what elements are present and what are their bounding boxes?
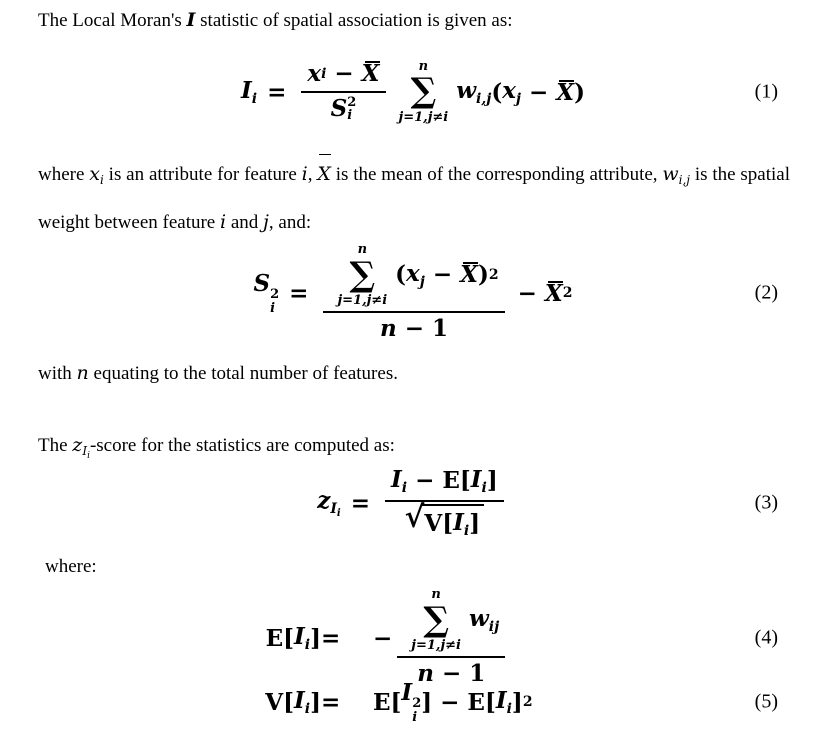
math-var-j: j bbox=[263, 211, 269, 233]
math-token: I 2 i bbox=[401, 679, 422, 725]
math-var-xbar: X bbox=[317, 153, 331, 195]
text-run: , and: bbox=[268, 212, 312, 233]
exponent: 2 bbox=[488, 266, 499, 283]
minus-sign: − bbox=[373, 624, 393, 652]
expectation-E: E bbox=[467, 688, 485, 716]
summation-symbol: n ∑ j=1,j≠i bbox=[398, 58, 449, 125]
fraction: n ∑ j=1,j≠i $w_{ij}$ n − 1 bbox=[397, 585, 505, 691]
math-token: $I_i$ bbox=[470, 466, 487, 496]
math-token: $I_i$ bbox=[240, 77, 258, 107]
paren: ( bbox=[395, 261, 407, 289]
math-token: $I_i$ bbox=[294, 687, 311, 717]
math-var-n: n bbox=[76, 362, 89, 384]
text-run: is an attribute for feature bbox=[103, 164, 302, 185]
math-var-x: $x_i$ bbox=[89, 163, 104, 187]
equation-4-number: (4) bbox=[754, 626, 778, 649]
minus-sign: − bbox=[432, 261, 453, 289]
math-token: $w_{i,j}$ bbox=[456, 77, 492, 107]
math-token: $x_j$ bbox=[502, 77, 521, 107]
math-var-I: I bbox=[186, 9, 196, 31]
sigma-glyph: ∑ bbox=[410, 71, 437, 112]
math-token: $I_i$ bbox=[294, 623, 311, 653]
text-run: is the mean of the corresponding attribute, bbox=[330, 164, 663, 185]
sigma-glyph: ∑ bbox=[423, 599, 449, 640]
minus-sign: − bbox=[440, 688, 460, 716]
equation-4 bbox=[0, 588, 826, 688]
expectation-E: E bbox=[442, 467, 460, 495]
text-run: with bbox=[38, 363, 77, 384]
math-token: $I_i$ bbox=[495, 687, 512, 717]
x-bar: X bbox=[544, 279, 563, 307]
text-run: and bbox=[226, 212, 264, 233]
text-run: -score for the statistics are computed as: bbox=[89, 435, 395, 456]
equals-sign: = bbox=[267, 78, 287, 106]
equation-3-number: (3) bbox=[754, 491, 778, 514]
text-run: equating to the total number of features. bbox=[88, 363, 398, 384]
equals-sign: = bbox=[350, 489, 370, 517]
minus-sign: − bbox=[415, 467, 435, 495]
radical-glyph: √ bbox=[404, 499, 425, 535]
paragraph-where bbox=[45, 546, 97, 588]
equation-5-lhs: V [ $I_i$ ] bbox=[265, 687, 321, 717]
exponent: 2 bbox=[562, 285, 573, 301]
math-token: $I_i$ bbox=[390, 466, 408, 496]
summation-symbol: n ∑ j=1,j≠i bbox=[337, 242, 388, 309]
equals-sign: = bbox=[321, 624, 341, 652]
exponent: 2 bbox=[522, 694, 533, 710]
square-root: √ V [ $I_i$ ] bbox=[405, 504, 484, 541]
equation-3 bbox=[0, 460, 826, 546]
fraction: x i − X S 2 i bbox=[301, 58, 385, 126]
equation-2-content bbox=[253, 240, 572, 346]
equation-5-rhs: E [ I 2 i ] − E [ $I_i$ ] 2 bbox=[373, 679, 533, 725]
sigma-glyph: ∑ bbox=[349, 254, 376, 295]
equation-1-content bbox=[241, 58, 585, 126]
equation-1 bbox=[0, 46, 826, 138]
equation-5-number: (5) bbox=[754, 690, 778, 713]
expectation-E: E bbox=[265, 624, 284, 652]
text-run: , bbox=[307, 164, 318, 185]
x-bar: X bbox=[556, 78, 575, 106]
equation-2-number: (2) bbox=[754, 281, 778, 304]
math-token: $x_j$ bbox=[406, 259, 425, 290]
variance-V: V bbox=[424, 509, 443, 537]
text-run: The bbox=[38, 435, 73, 456]
math-var-z: $z_{I_i}$ bbox=[72, 434, 90, 461]
equation-3-content bbox=[317, 464, 509, 542]
expectation-E: E bbox=[373, 688, 391, 716]
text-run: where: bbox=[45, 556, 97, 577]
text-run: where bbox=[38, 164, 90, 185]
paragraph-intro bbox=[38, 0, 513, 42]
paren: ( bbox=[491, 78, 503, 106]
text-run: The Local Moran's bbox=[38, 10, 187, 31]
minus-sign: − bbox=[517, 279, 537, 307]
fraction: n ∑ j=1,j≠i ( $x_j$ − X ) 2 n − 1 bbox=[323, 240, 504, 346]
equals-sign: = bbox=[289, 279, 309, 307]
equation-2 bbox=[0, 240, 826, 346]
math-token: $I_i$ bbox=[453, 508, 470, 539]
equation-4-rhs bbox=[373, 585, 645, 691]
math-token: $w_{ij}$ bbox=[468, 604, 500, 635]
x-bar: X bbox=[361, 60, 380, 88]
math-var-i: i bbox=[220, 211, 227, 233]
equation-1-number: (1) bbox=[754, 80, 778, 103]
text-run: statistic of spatial association is given as: bbox=[195, 10, 513, 31]
summation-symbol: n ∑ j=1,j≠i bbox=[411, 587, 461, 654]
math-var-w: $w_{i,j}$ bbox=[662, 163, 691, 187]
text-run: is the spatial weight between feature bbox=[38, 164, 791, 233]
paren: ) bbox=[574, 78, 586, 106]
paragraph-n-note bbox=[38, 352, 398, 395]
equals-sign: = bbox=[321, 688, 341, 716]
minus-sign: − bbox=[529, 78, 549, 106]
math-token: $z_{I_i}$ bbox=[317, 487, 341, 519]
fraction: $I_i$ − E [ $I_i$ ] √ V [ $I_i$ ] bbox=[385, 464, 504, 542]
equation-4-lhs: E [ $I_i$ ] bbox=[265, 623, 321, 653]
math-var-i: i bbox=[301, 163, 308, 185]
math-token: S 2 i bbox=[253, 270, 280, 316]
paragraph-where-definitions bbox=[38, 153, 790, 244]
variance-V: V bbox=[265, 688, 284, 716]
equation-5 bbox=[0, 679, 826, 725]
paren: ) bbox=[477, 261, 489, 289]
x-bar: X bbox=[460, 261, 478, 289]
